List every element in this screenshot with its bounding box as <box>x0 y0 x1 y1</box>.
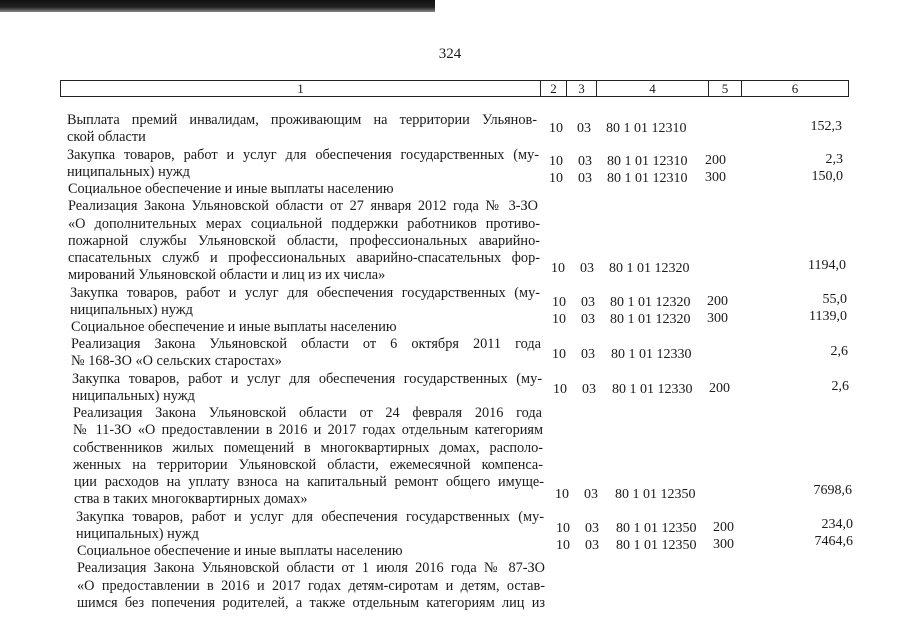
pr-code: 03 <box>578 171 592 186</box>
row-text-line: № 11-ЗО «О предоставлении в 2016 и 2017 годах отдельным категориям <box>73 422 543 438</box>
vr-code: 200 <box>713 520 734 535</box>
row-text-line: ниципальных) нужд <box>76 526 199 542</box>
amount: 1194,0 <box>808 258 846 273</box>
csr-code: 80 1 01 12310 <box>607 171 688 186</box>
pr-code: 03 <box>581 347 595 362</box>
csr-code: 80 1 01 12310 <box>606 121 687 136</box>
csr-code: 80 1 01 12330 <box>611 347 692 362</box>
amount: 55,0 <box>822 292 847 307</box>
amount: 2,6 <box>831 379 849 394</box>
amount: 7464,6 <box>814 534 853 549</box>
row-text-line: спасательных служб и профессиональных аварийно-спасательных фор- <box>68 250 540 266</box>
rz-code: 10 <box>549 154 563 169</box>
amount: 2,6 <box>830 344 848 359</box>
pr-code: 03 <box>584 487 598 502</box>
row-text-line: пожарной службы Ульяновской области, профессиональных аварийно- <box>68 233 540 249</box>
row-text-line: «О дополнительных мерах социальной поддержки работников противо- <box>68 216 540 232</box>
vr-code: 300 <box>713 537 734 552</box>
vr-code: 200 <box>709 381 730 396</box>
amount: 152,3 <box>810 119 842 134</box>
rz-code: 10 <box>552 295 566 310</box>
rz-code: 10 <box>553 382 567 397</box>
amount: 2,3 <box>825 152 843 167</box>
amount: 234,0 <box>821 517 853 532</box>
csr-code: 80 1 01 12320 <box>609 261 690 276</box>
pr-code: 03 <box>577 121 591 136</box>
csr-code: 80 1 01 12350 <box>616 521 697 536</box>
pr-code: 03 <box>582 382 596 397</box>
row-text-line: Выплата премий инвалидам, проживающим на территории Ульянов- <box>67 112 537 128</box>
row-text-line: собственников жилых помещений в многоквартирных домах, располо- <box>73 440 543 456</box>
row-text-line: женных на территории Ульяновской области, ежемесячной компенса- <box>73 457 543 473</box>
row-text-line: ской области <box>67 129 146 145</box>
header-col-2: 2 <box>540 81 566 96</box>
vr-code: 200 <box>705 153 726 168</box>
row-text-line: шимся без попечения родителей, а также отдельным категориям лиц из <box>77 595 545 611</box>
header-col-3: 3 <box>566 81 596 96</box>
header-col-6: 6 <box>741 81 848 96</box>
row-text-line: ции расходов на уплату взноса на капитальный ремонт общего имуще- <box>74 474 544 490</box>
table-header <box>60 80 849 97</box>
row-text-line: Реализация Закона Ульяновской области от 1 июля 2016 года № 87-ЗО <box>77 560 545 576</box>
csr-code: 80 1 01 12350 <box>616 538 697 553</box>
row-text-line: Закупка товаров, работ и услуг для обеспечения государственных (му- <box>67 147 539 163</box>
rz-code: 10 <box>552 312 566 327</box>
row-text-line: мирований Ульяновской области и лиц из их числа» <box>68 267 386 283</box>
row-text-line: Реализация Закона Ульяновской области от 6 октября 2011 года <box>71 336 541 352</box>
amount: 7698,6 <box>813 483 852 498</box>
row-text-line: Реализация Закона Ульяновской области от 27 января 2012 года № 3-ЗО <box>68 198 538 214</box>
rz-code: 10 <box>555 487 569 502</box>
rz-code: 10 <box>556 521 570 536</box>
header-col-4: 4 <box>596 81 708 96</box>
row-text-line: Закупка товаров, работ и услуг для обеспечения государственных (му- <box>72 371 542 387</box>
vr-code: 300 <box>707 311 728 326</box>
pr-code: 03 <box>578 154 592 169</box>
pr-code: 03 <box>581 312 595 327</box>
pr-code: 03 <box>585 521 599 536</box>
vr-code: 300 <box>705 170 726 185</box>
rz-code: 10 <box>549 121 563 136</box>
csr-code: 80 1 01 12310 <box>607 154 688 169</box>
row-text-line: Реализация Закона Ульяновской области от 24 февраля 2016 года <box>73 405 542 421</box>
scan-edge-bar <box>0 0 435 12</box>
row-text-line: Социальное обеспечение и иные выплаты населению <box>68 181 394 197</box>
row-text-line: ства в таких многоквартирных домах» <box>74 491 308 507</box>
row-text-line: ниципальных) нужд <box>72 388 195 404</box>
page-number: 324 <box>438 46 462 62</box>
row-text-line: Закупка товаров, работ и услуг для обеспечения государственных (му- <box>76 509 544 525</box>
amount: 150,0 <box>811 169 843 184</box>
row-text-line: ниципальных) нужд <box>67 164 190 180</box>
rz-code: 10 <box>549 171 563 186</box>
row-text-line: Социальное обеспечение и иные выплаты населению <box>71 319 397 335</box>
row-text-line: № 168-ЗО «О сельских старостах» <box>71 353 282 369</box>
rz-code: 10 <box>551 261 565 276</box>
pr-code: 03 <box>585 538 599 553</box>
row-text-line: «О предоставлении в 2016 и 2017 годах детям-сиротам и детям, остав- <box>77 578 545 594</box>
csr-code: 80 1 01 12350 <box>615 487 696 502</box>
row-text-line: Социальное обеспечение и иные выплаты населению <box>77 543 403 559</box>
header-col-5: 5 <box>708 81 741 96</box>
rz-code: 10 <box>556 538 570 553</box>
header-col-1: 1 <box>297 81 304 96</box>
csr-code: 80 1 01 12320 <box>610 295 691 310</box>
rz-code: 10 <box>552 347 566 362</box>
row-text-line: ниципальных) нужд <box>70 302 193 318</box>
pr-code: 03 <box>581 295 595 310</box>
pr-code: 03 <box>580 261 594 276</box>
csr-code: 80 1 01 12320 <box>610 312 691 327</box>
amount: 1139,0 <box>809 309 847 324</box>
row-text-line: Закупка товаров, работ и услуг для обеспечения государственных (му- <box>70 285 540 301</box>
csr-code: 80 1 01 12330 <box>612 382 693 397</box>
vr-code: 200 <box>707 294 728 309</box>
